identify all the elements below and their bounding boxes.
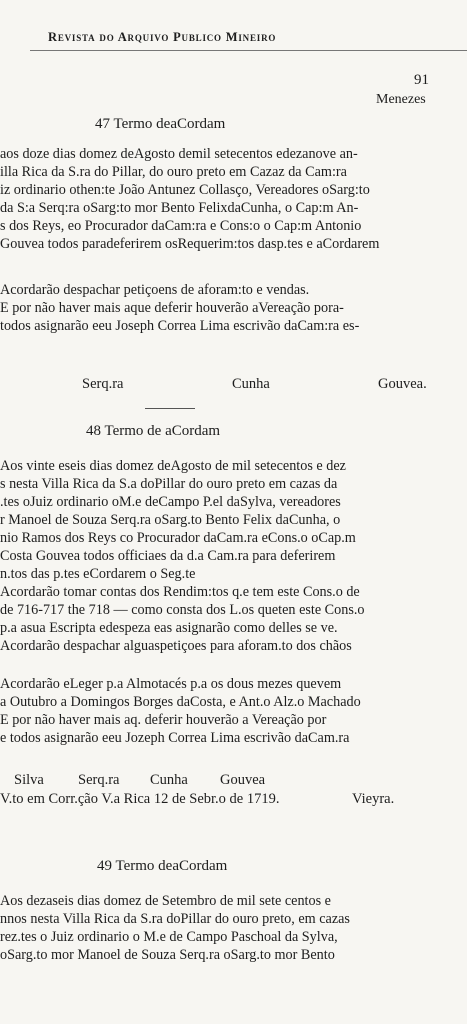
- section-49-line: oSarg.to mor Manoel de Souza Serq.ra oSarg.to mor Bento: [0, 947, 335, 963]
- signature: Gouvea.: [378, 376, 427, 392]
- section-48-line: de 716-717 the 718 — como consta dos L.os queten este Cons.o: [0, 602, 365, 618]
- closing-line: V.to em Corr.ção V.a Rica 12 de Sebr.o de 1719.: [0, 791, 280, 807]
- section-49-line: Aos dezaseis dias domez de Setembro de mil sete centos e: [0, 893, 331, 909]
- section-47-line: Gouvea todos paradeferirem osRequerim:tos dasp.tes e aCordarem: [0, 236, 380, 252]
- section-48-line: a Outubro a Domingos Borges daCosta, e Ant.o Alz.o Machado: [0, 694, 361, 710]
- section-47-line: iz ordinario othen:te João Antunez Collasço, Vereadores oSarg:to: [0, 182, 370, 198]
- signature: Serq.ra: [78, 772, 120, 788]
- signature: Cunha: [150, 772, 188, 788]
- section-48-line: Acordarão despachar alguaspetiçoes para aforam.to dos chãos: [0, 638, 352, 654]
- section-48-title: 48 Termo de aCordam: [86, 423, 221, 439]
- section-47-line: todos asignarão eeu Joseph Correa Lima escrivão daCam:ra es-: [0, 318, 360, 334]
- section-48-line: Costa Gouvea todos officiaes da d.a Cam.ra para deferirem: [0, 548, 336, 564]
- section-48-line: n.tos das p.tes eCordarem o Seg.te: [0, 566, 196, 582]
- section-47-line: s dos Reys, eo Procurador daCam:ra e Cons:o o Cap:m Antonio: [0, 218, 362, 234]
- section-47-line: aos doze dias domez deAgosto demil setecentos edezanove an-: [0, 146, 358, 162]
- section-49-line: nnos nesta Villa Rica da S.ra doPillar do ouro preto, em cazas: [0, 911, 350, 927]
- section-47-line: illa Rica da S.ra do Pillar, do ouro preto em Cazaz da Cam:ra: [0, 164, 347, 180]
- closing-signature: Vieyra.: [352, 791, 395, 807]
- signature: Silva: [14, 772, 44, 788]
- section-49-title: 49 Termo deaCordam: [97, 858, 228, 874]
- section-48-line: Acordarão tomar contas dos Rendim:tos q.e tem este Cons.o de: [0, 584, 360, 600]
- section-47-line: Acordarão despachar petiçoens de aforam:to e vendas.: [0, 282, 310, 298]
- signature: Gouvea: [220, 772, 266, 788]
- section-48-line: s nesta Villa Rica da S.a doPillar do ouro preto em cazas da: [0, 476, 338, 492]
- signature: Cunha: [232, 376, 270, 392]
- section-49-line: rez.tes o Juiz ordinario o M.e de Campo Paschoal da Sylva,: [0, 929, 338, 945]
- section-48-line: e todos asignarão eeu Jozeph Correa Lima escrivão daCam.ra: [0, 730, 350, 746]
- section-47-line: E por não haver mais aque deferir houverão aVereação pora-: [0, 300, 344, 316]
- section-48-line: p.a asua Escripta edespeza eas asignarão como delles se ve.: [0, 620, 338, 636]
- header-divider: [30, 50, 467, 51]
- section-47-line: da S:a Serq:ra oSarg:to mor Bento FelixdaCunha, o Cap:m An-: [0, 200, 359, 216]
- page-number: 91: [414, 72, 429, 88]
- section-47-title: 47 Termo deaCordam: [95, 116, 226, 132]
- section-48-line: E por não haver mais aq. deferir houverão a Vereação por: [0, 712, 327, 728]
- section-48-line: .tes oJuiz ordinario oM.e deCampo P.el daSylva, vereadores: [0, 494, 341, 510]
- section-48-line: nio Ramos dos Reys co Procurador daCam.ra eCons.o oCap.m: [0, 530, 356, 546]
- page-subject: Menezes: [376, 92, 426, 107]
- section-divider: [145, 408, 195, 409]
- section-48-line: Acordarão eLeger p.a Almotacés p.a os dous mezes quevem: [0, 676, 342, 692]
- section-48-line: r Manoel de Souza Serq.ra oSarg.to Bento Felix daCunha, o: [0, 512, 341, 528]
- signature: Serq.ra: [82, 376, 124, 392]
- section-48-line: Aos vinte eseis dias domez deAgosto de mil setecentos e dez: [0, 458, 346, 474]
- running-header-title: Revista do Arquivo Publico Mineiro: [48, 30, 277, 44]
